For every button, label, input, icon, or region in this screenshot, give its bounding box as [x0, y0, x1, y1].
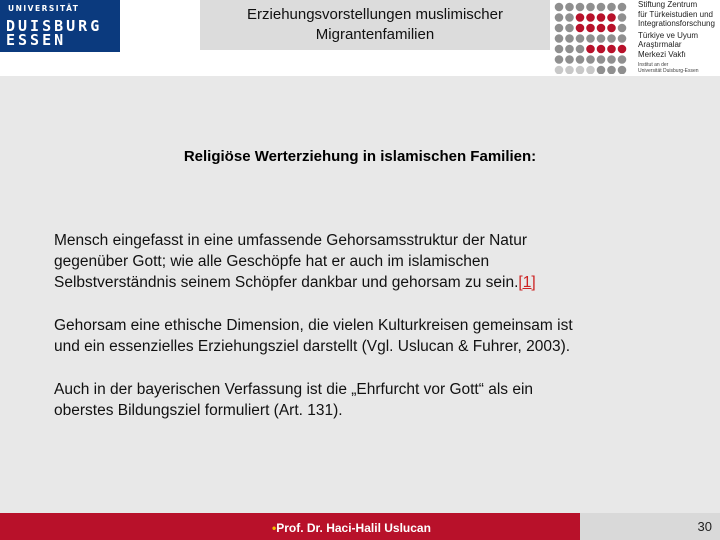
footer-author: [272, 521, 431, 535]
logo-dot: [618, 45, 627, 54]
logo-dot: [607, 66, 616, 74]
slide-title-line1: Erziehungsvorstellungen muslimischer: [247, 6, 503, 23]
logo-dot: [555, 24, 564, 33]
slide-title-box: [200, 0, 550, 50]
logo-dot: [618, 55, 627, 64]
logo-dot: [576, 34, 585, 43]
stiftung-line: Araştırmalar: [638, 40, 682, 49]
logo-dot: [607, 55, 616, 64]
logo-dot: [576, 3, 585, 12]
logo-dot: [576, 24, 585, 33]
paragraph-1: [54, 230, 674, 293]
stiftung-line: Integrationsforschung: [638, 19, 715, 28]
paragraph-line: [54, 272, 674, 293]
paragraph-line: Gehorsam eine ethische Dimension, die vielen Kulturkreisen gemeinsam ist: [54, 317, 573, 334]
dot-pattern-logo: [553, 2, 633, 74]
logo-dot: [576, 13, 585, 22]
stiftung-line: für Türkeistudien und: [638, 9, 714, 19]
logo-dot: [597, 66, 606, 74]
logo-dot: [555, 3, 564, 12]
logo-dot: [586, 24, 595, 33]
paragraph-3: [54, 379, 674, 421]
page-number-box: [580, 513, 720, 540]
logo-dot: [586, 66, 595, 74]
logo-dot: [586, 3, 595, 12]
logo-dot: [576, 45, 585, 54]
stiftung-line: Stiftung Zentrum: [638, 0, 698, 9]
logo-dot: [597, 45, 606, 54]
paragraph-line: oberstes Bildungsziel formuliert (Art. 131).: [54, 402, 343, 419]
paragraph-line: Auch in der bayerischen Verfassung ist die „Ehrfurcht vor Gott“ als ein: [54, 381, 534, 398]
stiftung-line: Türkiye ve Uyum: [638, 30, 699, 40]
logo-dot: [565, 66, 574, 74]
logo-university-text: UNIVERSITÄT: [8, 4, 80, 13]
logo-dot: [607, 45, 616, 54]
logo-dot: [555, 45, 564, 54]
paragraph-line: gegenüber Gott; wie alle Geschöpfe hat er auch im islamischen: [54, 253, 490, 270]
slide-subtitle: Religiöse Werterziehung in islamischen Familien:: [183, 148, 537, 165]
logo-dot: [555, 13, 564, 22]
slide-footer: [0, 513, 720, 540]
logo-dot: [618, 34, 627, 43]
logo-dot: [597, 3, 606, 12]
logo-dot: [597, 34, 606, 43]
logo-dot: [565, 55, 574, 64]
logo-dot: [618, 66, 627, 74]
logo-dot: [618, 13, 627, 22]
logo-dot: [586, 45, 595, 54]
slide-title-line2: Migrantenfamilien: [315, 26, 435, 43]
paragraph-text: Selbstverständnis seinem Schöpfer dankbar und gehorsam zu sein.: [54, 274, 519, 291]
logo-dot: [565, 45, 574, 54]
logo-dot: [576, 55, 585, 64]
logo-dot: [565, 3, 574, 12]
logo-dot: [555, 34, 564, 43]
logo-dot: [607, 13, 616, 22]
logo-dot: [607, 34, 616, 43]
logo-essen-text: ESSEN: [6, 31, 67, 49]
stiftung-line: Merkezi Vakfı: [638, 49, 686, 59]
logo-dot: [597, 13, 606, 22]
logo-dot: [607, 3, 616, 12]
bullet-icon: •: [272, 521, 277, 535]
logo-dot: [586, 13, 595, 22]
slide-header: [0, 0, 720, 76]
footer-bar: [0, 513, 580, 540]
logo-dot: [618, 3, 627, 12]
logo-dot: [597, 55, 606, 64]
logo-dot: [618, 24, 627, 33]
stiftung-small-line: Universität Duisburg-Essen: [638, 68, 699, 74]
logo-dot: [555, 66, 564, 74]
paragraph-line: und ein essenzielles Erziehungsziel darstellt (Vgl. Uslucan & Fuhrer, 2003).: [54, 338, 571, 355]
logo-dot: [555, 55, 564, 64]
logo-dot: [565, 34, 574, 43]
stiftung-logo-text: [638, 0, 720, 76]
logo-dot: [565, 13, 574, 22]
university-logo: [0, 0, 120, 52]
logo-dot: [565, 24, 574, 33]
logo-dot: [586, 34, 595, 43]
paragraph-line: Mensch eingefasst in eine umfassende Gehorsamsstruktur der Natur: [54, 232, 527, 249]
page-number: 30: [697, 519, 712, 534]
logo-dot: [597, 24, 606, 33]
footnote-link[interactable]: [1]: [518, 274, 536, 291]
logo-dot: [607, 24, 616, 33]
logo-duisburg-text: DUISBURG: [6, 17, 103, 35]
stiftung-small-line: Institut an der: [638, 62, 669, 68]
paragraph-2: [54, 315, 674, 357]
logo-dot: [576, 66, 585, 74]
logo-dot: [586, 55, 595, 64]
author-name: Prof. Dr. Haci-Halil Uslucan: [276, 521, 431, 535]
